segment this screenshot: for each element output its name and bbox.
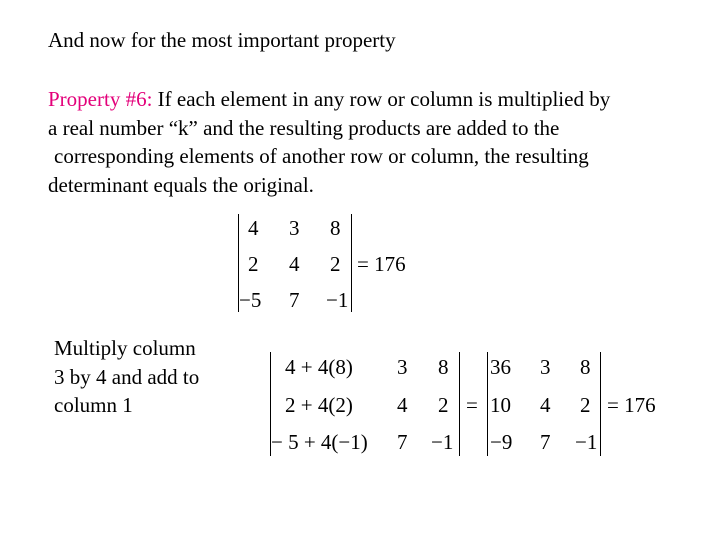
det3-r1c3: 8 xyxy=(580,355,591,379)
det3-right-bar xyxy=(600,352,601,456)
det2-right-bar xyxy=(459,352,460,456)
det3-left-bar xyxy=(487,352,488,456)
instruction-line-2: 3 by 4 and add to xyxy=(54,364,200,389)
det1-right-bar xyxy=(351,214,352,312)
det1-r3c3: −1 xyxy=(326,288,349,312)
det2-r2c3: 2 xyxy=(438,393,449,417)
det2-r2c2: 4 xyxy=(397,393,408,417)
det1-r1c3: 8 xyxy=(330,216,341,240)
det2-r3c3: −1 xyxy=(431,430,454,454)
det3-r1c2: 3 xyxy=(540,355,551,379)
det3-r3c1: −9 xyxy=(490,430,513,454)
det2-r1c2: 3 xyxy=(397,355,408,379)
instruction-text xyxy=(54,334,199,420)
det1-r1c2: 3 xyxy=(289,216,300,240)
det1-result: = 176 xyxy=(357,252,406,276)
det3-r3c3: −1 xyxy=(575,430,598,454)
det3-result: = 176 xyxy=(607,393,656,417)
det2-r3c1: − 5 + 4(−1) xyxy=(271,430,368,454)
det2-r3c2: 7 xyxy=(397,430,408,454)
intro-heading: And now for the most important property xyxy=(48,28,396,52)
det3-r2c1: 10 xyxy=(490,393,511,417)
property-line-1-text: If each element in any row or column is multiplied by xyxy=(152,87,611,111)
property-line-2: a real number “k” and the resulting products are added to the xyxy=(48,115,560,140)
det2-r2c1: 2 + 4(2) xyxy=(285,393,353,417)
det1-r2c1: 2 xyxy=(248,252,259,276)
instruction-line-1: Multiply column xyxy=(54,336,196,360)
det1-r2c3: 2 xyxy=(330,252,341,276)
det2-r1c3: 8 xyxy=(438,355,449,379)
property-line-4: determinant equals the original. xyxy=(48,172,314,197)
det3-r2c2: 4 xyxy=(540,393,551,417)
property-line-3: corresponding elements of another row or column, the resulting xyxy=(54,144,589,168)
det1-r3c2: 7 xyxy=(289,288,300,312)
det3-r3c2: 7 xyxy=(540,430,551,454)
det1-r2c2: 4 xyxy=(289,252,300,276)
det1-r1c1: 4 xyxy=(248,216,259,240)
property-line-1 xyxy=(48,85,610,114)
instruction-line-3: column 1 xyxy=(54,393,133,417)
det3-r1c1: 36 xyxy=(490,355,511,379)
det1-r3c1: −5 xyxy=(239,288,262,312)
det3-r2c3: 2 xyxy=(580,393,591,417)
property-label: Property #6: xyxy=(48,87,153,111)
property-statement xyxy=(48,85,610,199)
det2-r1c1: 4 + 4(8) xyxy=(285,355,353,379)
det2-equals: = xyxy=(466,393,478,417)
